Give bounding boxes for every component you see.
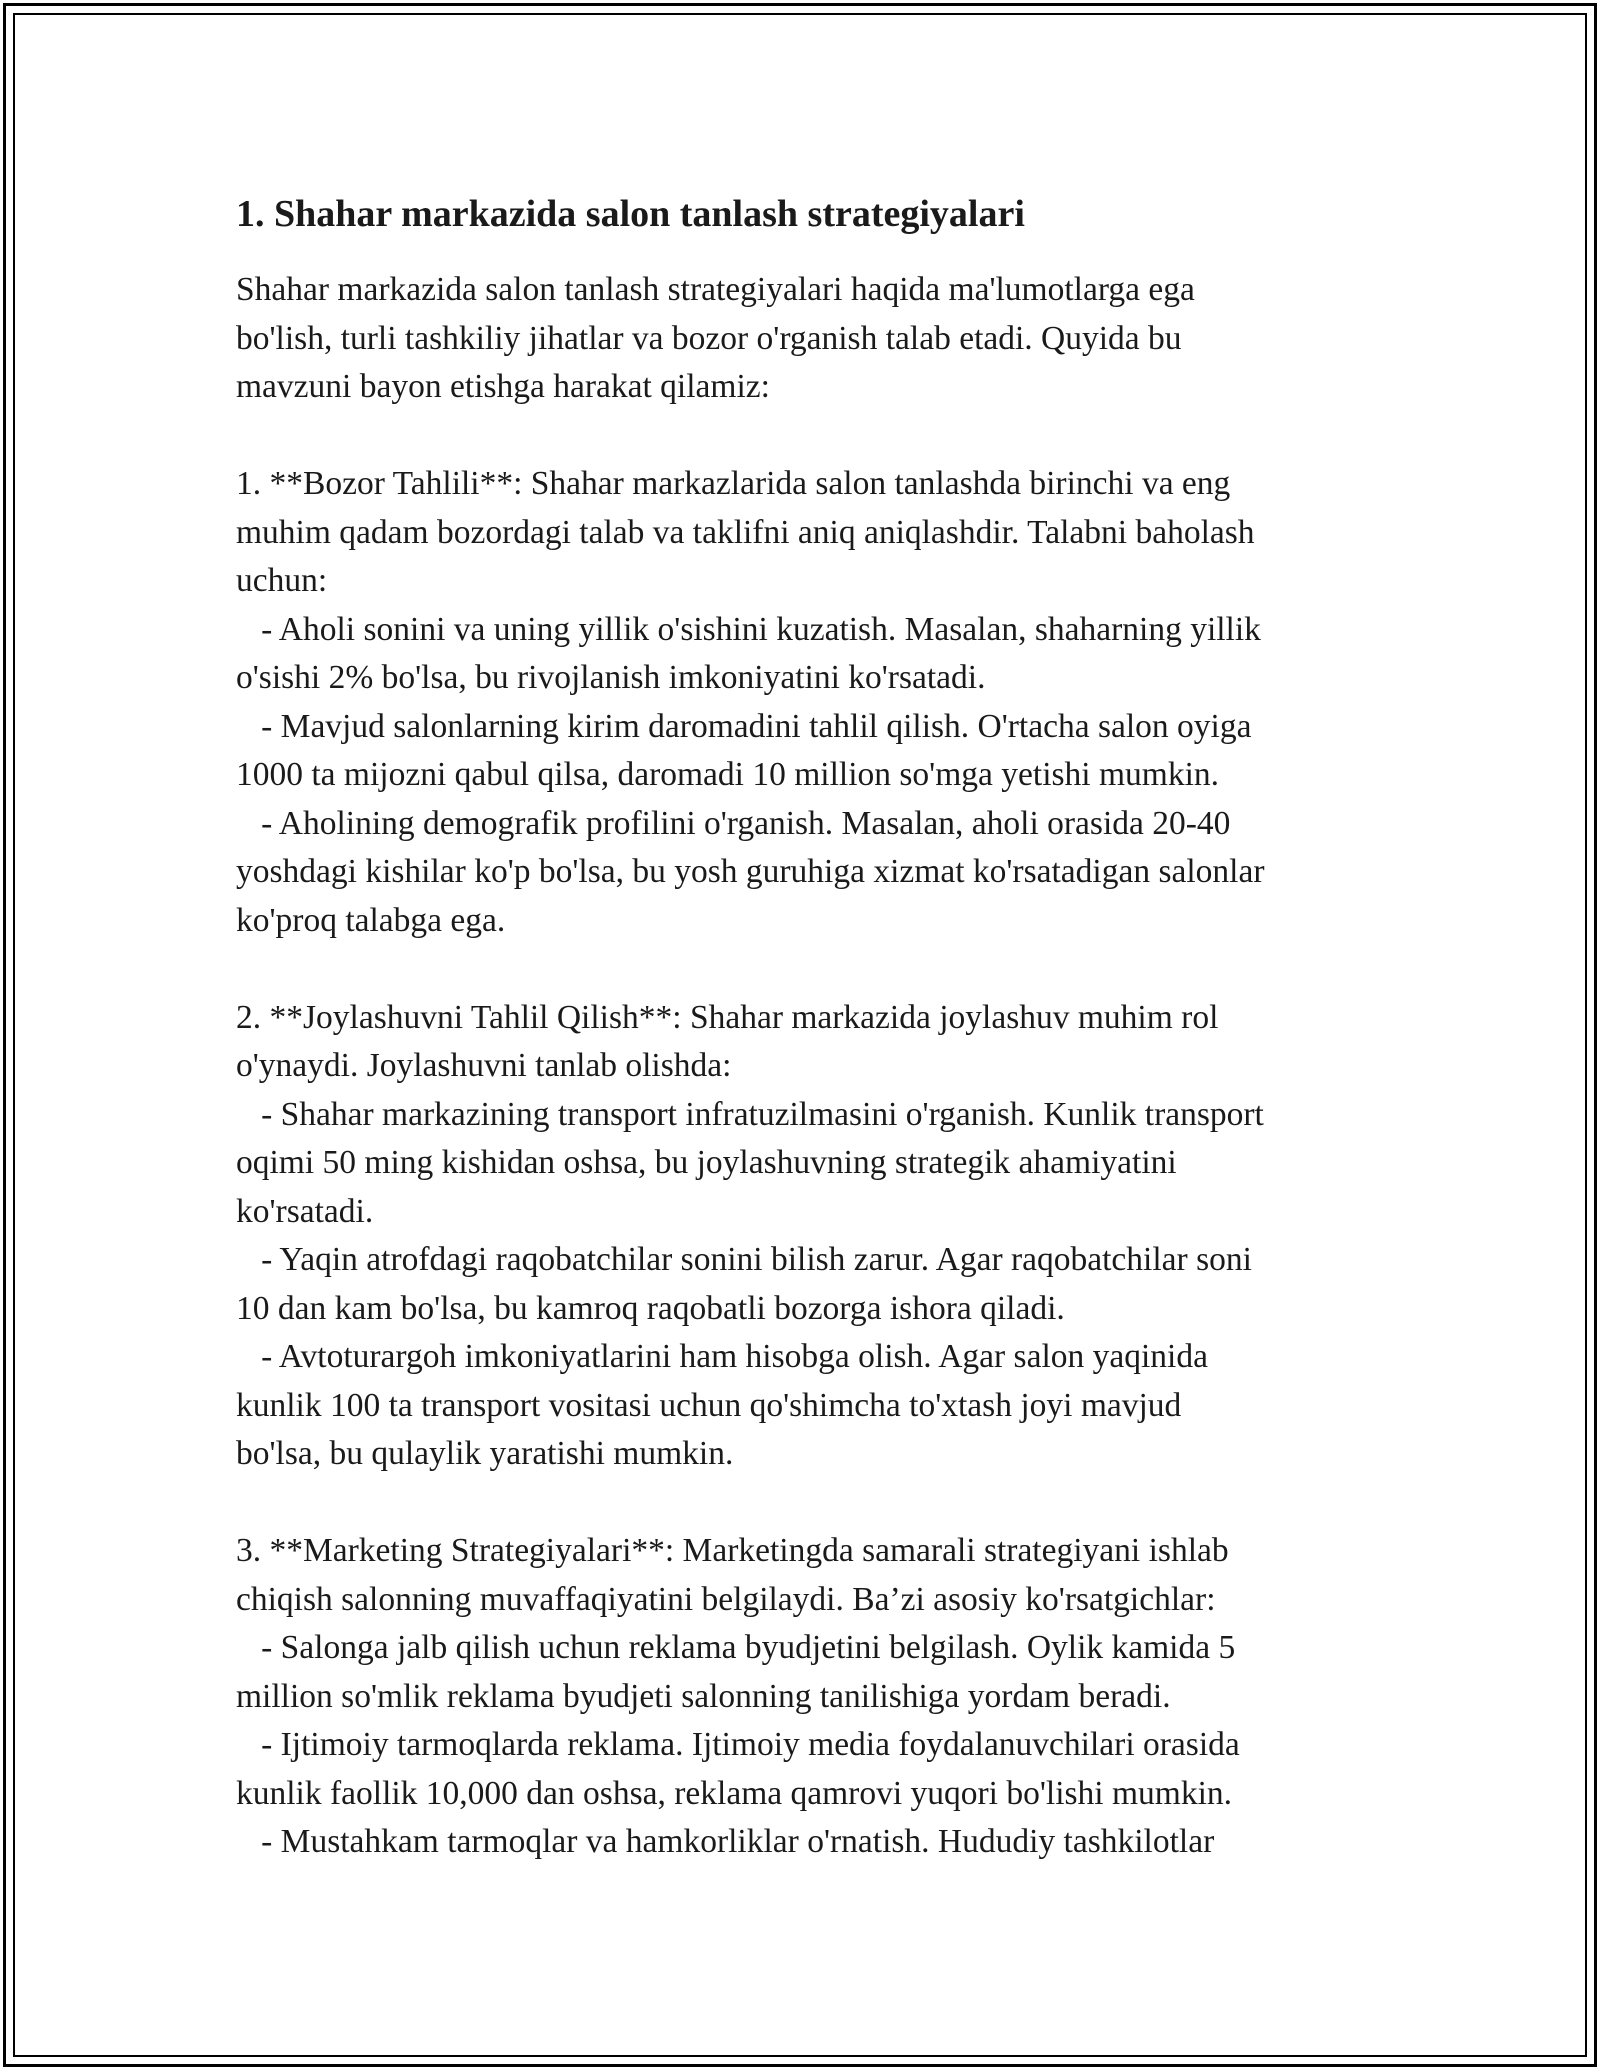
text-line: - Yaqin atrofdagi raqobatchilar sonini bilish zarur. Agar raqobatchilar soni (236, 1241, 1252, 1278)
text-line: bo'lsa, bu qulaylik yaratishi mumkin. (236, 1435, 734, 1472)
paragraph-gap (236, 945, 1386, 994)
text-line: muhim qadam bozordagi talab va taklifni aniq aniqlashdir. Talabni baholash (236, 513, 1255, 551)
text-line: 2. **Joylashuvni Tahlil Qilish**: Shahar markazida joylashuv muhim rol (236, 998, 1219, 1036)
text-line: - Salonga jalb qilish uchun reklama byudjetini belgilash. Oylik kamida 5 (236, 1629, 1236, 1666)
text-line: kunlik faollik 10,000 dan oshsa, reklama qamrovi yuqori bo'lishi mumkin. (236, 1774, 1233, 1812)
document-text (236, 266, 1386, 1867)
text-line: - Aholining demografik profilini o'rganish. Masalan, aholi orasida 20-40 (236, 804, 1231, 842)
text-line: 1000 ta mijozni qabul qilsa, daromadi 10 million so'mga yetishi mumkin. (236, 756, 1220, 793)
text-line: mavzuni bayon etishga harakat qilamiz: (236, 368, 770, 405)
text-line: - Aholi sonini va uning yillik o'sishini kuzatish. Masalan, shaharning yillik (236, 610, 1261, 648)
paragraph-gap (236, 412, 1386, 461)
text-line: chiqish salonning muvaffaqiyatini belgilaydi. Ba’zi asosiy ko'rsatgichlar: (236, 1580, 1216, 1618)
text-line: oqimi 50 ming kishidan oshsa, bu joylashuvning strategik ahamiyatini (236, 1144, 1177, 1181)
text-line: o'sishi 2% bo'lsa, bu rivojlanish imkoniyatini ko'rsatadi. (236, 659, 986, 696)
text-line: 1. **Bozor Tahlili**: Shahar markazlarida salon tanlashda birinchi va eng (236, 465, 1231, 502)
text-line: Shahar markazida salon tanlash strategiyalari haqida ma'lumotlarga ega (236, 271, 1195, 308)
paragraph-gap (236, 1479, 1386, 1528)
text-line: - Avtoturargoh imkoniyatlarini ham hisobga olish. Agar salon yaqinida (236, 1338, 1208, 1375)
text-line: ko'rsatadi. (236, 1192, 374, 1230)
text-line: million so'mlik reklama byudjeti salonning tanilishiga yordam beradi. (236, 1677, 1171, 1715)
text-line: bo'lish, turli tashkiliy jihatlar va bozor o'rganish talab etadi. Quyida bu (236, 319, 1182, 357)
text-line: 3. **Marketing Strategiyalari**: Marketingda samarali strategiyani ishlab (236, 1532, 1229, 1569)
text-line: - Mustahkam tarmoqlar va hamkorliklar o'rnatish. Hududiy tashkilotlar (236, 1823, 1215, 1860)
text-line: o'ynaydi. Joylashuvni tanlab olishda: (236, 1047, 732, 1084)
text-line: yoshdagi kishilar ko'p bo'lsa, bu yosh guruhiga xizmat ko'rsatadigan salonlar (236, 853, 1265, 890)
document-body (236, 184, 1386, 1867)
text-line: 10 dan kam bo'lsa, bu kamroq raqobatli bozorga ishora qiladi. (236, 1289, 1065, 1327)
text-line: ko'proq talabga ega. (236, 901, 506, 939)
text-line: - Ijtimoiy tarmoqlarda reklama. Ijtimoiy media foydalanuvchilari orasida (236, 1726, 1240, 1763)
text-line: - Mavjud salonlarning kirim daromadini tahlil qilish. O'rtacha salon oyiga (236, 707, 1252, 745)
text-line: uchun: (236, 562, 328, 599)
text-line: kunlik 100 ta transport vositasi uchun qo'shimcha to'xtash joyi mavjud (236, 1386, 1182, 1424)
text-line: - Shahar markazining transport infratuzilmasini o'rganish. Kunlik transport (236, 1095, 1264, 1133)
document-title: 1. Shahar markazida salon tanlash strategiyalari (236, 193, 1025, 235)
